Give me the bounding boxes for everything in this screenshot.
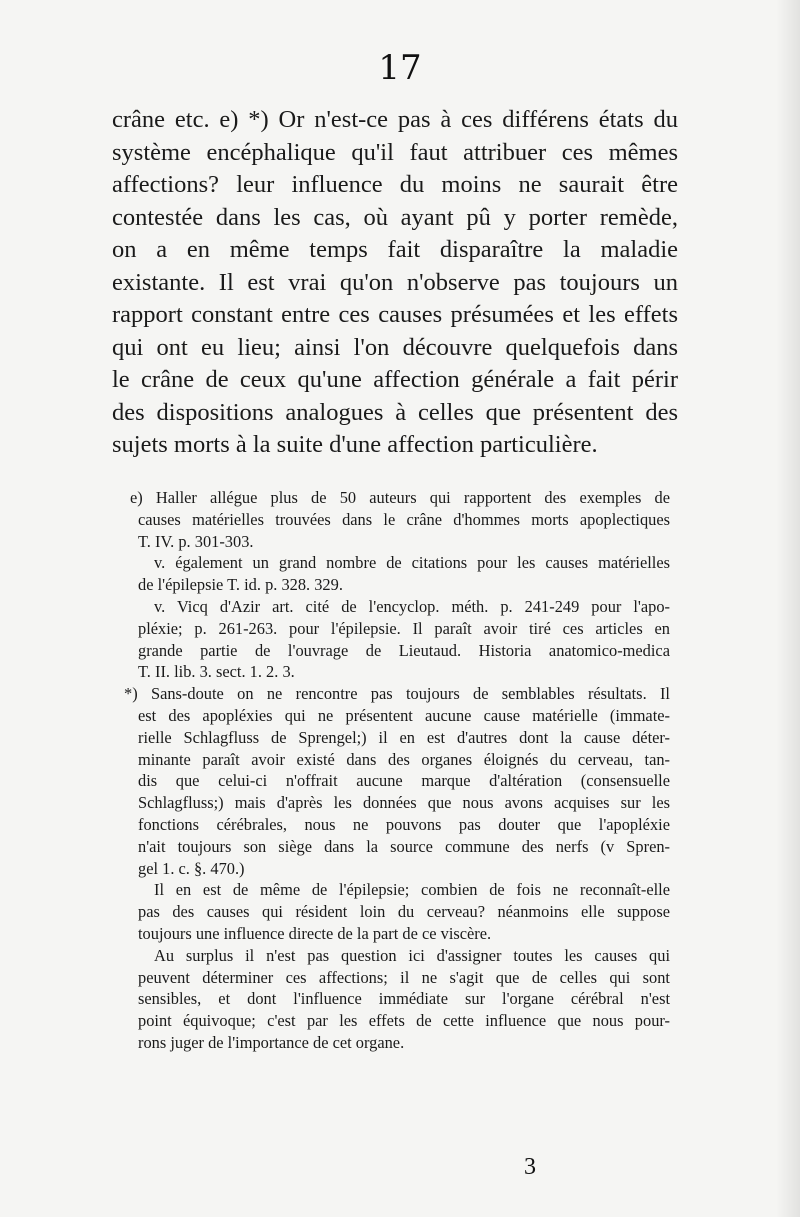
note-line: v. Vicq d'Azir art. cité de l'encyclop. méth. p. 241-249 pour l'apo-	[154, 596, 670, 616]
note-line: Au surplus il n'est pas question ici d'assigner toutes les causes qui	[154, 945, 670, 965]
main-line: système encéphalique qu'il faut attribuer ces mêmes	[112, 138, 678, 166]
note-line: rielle Schlagfluss de Sprengel;) il en est d'autres dont la cause déter-	[138, 727, 670, 747]
main-line: crâne etc. e) *) Or n'est-ce pas à ces différens états du	[112, 106, 678, 133]
footnote-e-paragraph-1	[120, 487, 670, 552]
note-line: minante paraît avoir existé dans des organes éloignés du cerveau, tan-	[138, 749, 670, 769]
note-line: dis que celui-ci n'offrait aucune marque d'altération (consensuelle	[138, 771, 670, 791]
main-line: sujets morts à la suite d'une affection particulière.	[112, 431, 598, 458]
main-line: existante. Il est vrai qu'on n'observe pas toujours un	[112, 268, 678, 296]
note-line: v. également un grand nombre de citations pour les causes matérielles	[154, 553, 670, 573]
note-line: *) Sans-doute on ne rencontre pas toujours de semblables résultats. Il	[124, 684, 670, 704]
note-line: de l'épilepsie T. id. p. 328. 329.	[138, 575, 343, 595]
note-line: point équivoque; c'est par les effets de cette influence que nous pour-	[138, 1011, 670, 1031]
page-edge-shadow	[776, 0, 800, 1217]
page-number: 17	[378, 48, 422, 88]
note-line: n'ait toujours son siège dans la source commune des nerfs (v Spren-	[138, 836, 670, 856]
main-line: le crâne de ceux qu'une affection générale a fait périr	[112, 366, 678, 393]
note-line: gel 1. c. §. 470.)	[138, 858, 245, 878]
main-line: des dispositions analogues à celles que présentent des	[112, 398, 678, 426]
note-line: causes matérielles trouvées dans le crâne d'hommes morts apoplectiques	[138, 509, 670, 529]
note-line: pléxie; p. 261-263. pour l'épilepsie. Il paraît avoir tiré ces articles en	[138, 618, 670, 638]
footnote-star	[120, 683, 670, 1054]
note-line: sensibles, et dont l'influence immédiate sur l'organe cérébral n'est	[138, 989, 670, 1009]
main-paragraph	[112, 104, 678, 462]
footnotes	[120, 487, 670, 1054]
note-line: Il en est de même de l'épilepsie; combien de fois ne reconnaît-elle	[154, 880, 670, 900]
main-line: affections? leur influence du moins ne saurait être	[112, 171, 678, 198]
main-line: contestée dans les cas, où ayant pû y porter remède,	[112, 203, 678, 231]
note-line: toujours une influence directe de la part de ce viscère.	[138, 923, 492, 943]
footnote-star-paragraph-1	[120, 683, 670, 879]
note-line: grande partie de l'ouvrage de Lieutaud. Historia anatomico-medica	[138, 640, 670, 660]
footnote-star-paragraph-3	[120, 945, 670, 1054]
note-line: T. IV. p. 301-303.	[138, 531, 254, 551]
footnote-e-paragraph-2	[120, 552, 670, 596]
note-line: T. II. lib. 3. sect. 1. 2. 3.	[138, 662, 295, 682]
note-line: pas des causes qui résident loin du cerveau? néanmoins elle suppose	[138, 902, 670, 922]
signature-mark: 3	[524, 1154, 536, 1180]
note-line: e) Haller allégue plus de 50 auteurs qui rapportent des exemples de	[130, 488, 670, 507]
note-line: fonctions cérébrales, nous ne pouvons pas douter que l'apopléxie	[138, 814, 670, 834]
main-line: rapport constant entre ces causes présumées et les effets	[112, 301, 678, 328]
footnote-e	[120, 487, 670, 683]
main-line: qui ont eu lieu; ainsi l'on découvre quelquefois dans	[112, 333, 678, 361]
main-line: on a en même temps fait disparaître la maladie	[112, 236, 678, 263]
footnote-star-paragraph-2	[120, 879, 670, 944]
note-line: peuvent déterminer ces affections; il ne s'agit que de celles qui sont	[138, 967, 670, 987]
note-line: rons juger de l'importance de cet organe.	[138, 1032, 405, 1052]
note-line: est des apopléxies qui ne présentent aucune cause matérielle (immate-	[138, 705, 670, 725]
footnote-e-paragraph-3	[120, 596, 670, 683]
note-line: Schlagfluss;) mais d'après les données que nous avons acquises sur les	[138, 793, 670, 813]
